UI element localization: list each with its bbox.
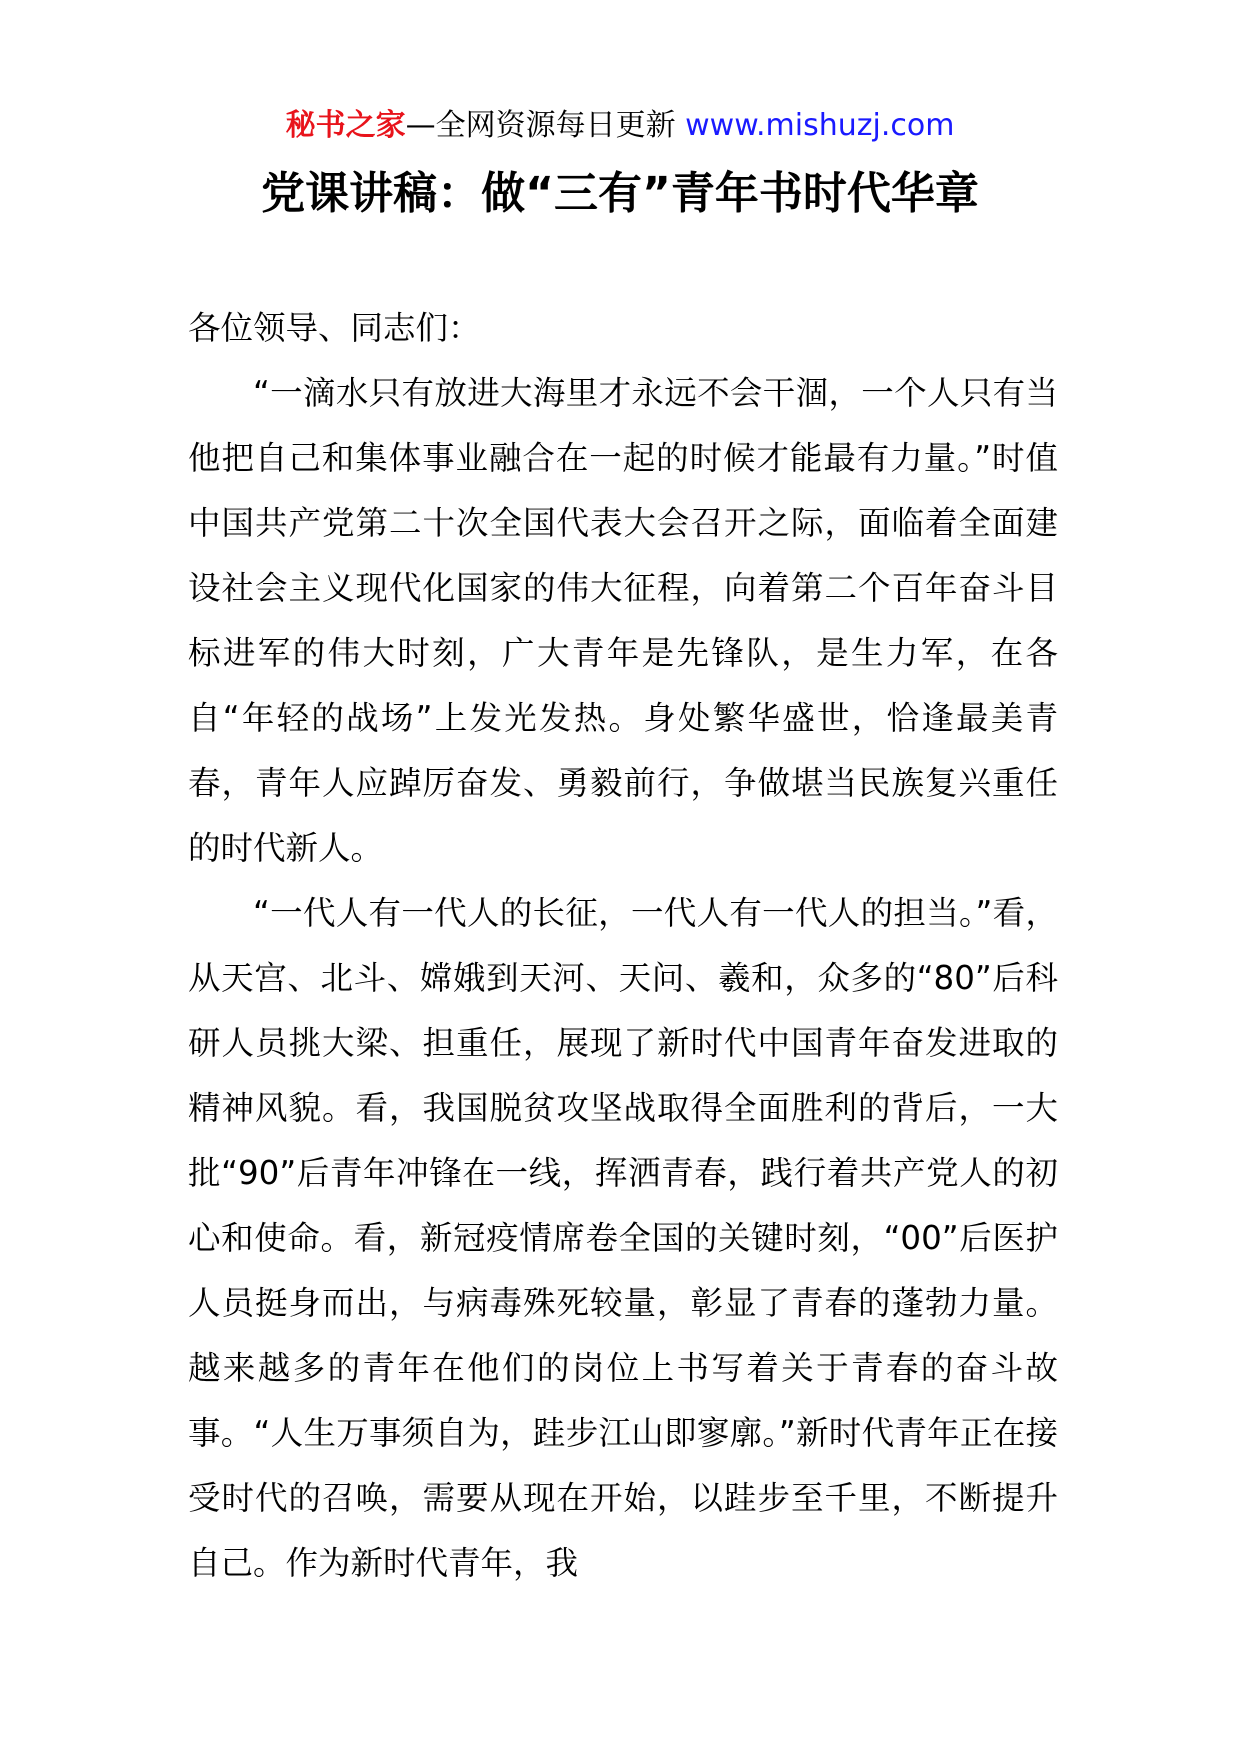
site-header [0,104,1240,148]
website-link[interactable]: www.mishuzj.com [685,108,955,143]
paragraph-1: “一滴水只有放进大海里才永远不会干涸，一个人只有当他把自己和集体事业融合在一起的时候才能最有力量。”时值中国共产党第二十次全国代表大会召开之际，面临着全面建设社会主义现代化国家的伟大征程，向着第二个百年奋斗目标进军的伟大时刻，广大青年是先锋队，是生力军，在各自“年轻的战场”上发光发热。身处繁华盛世，恰逢最美青春，青年人应踔厉奋发、勇毅前行，争做堪当民族复兴重任的时代新人。 [188,374,1058,867]
header-tagline: —全网资源每日更新 [405,108,686,143]
brand-name: 秘书之家 [285,108,406,143]
salutation: 各位领导、同志们： [188,309,481,347]
paragraph-2: “一代人有一代人的长征，一代人有一代人的担当。”看，从天宫、北斗、嫦娥到天河、天问、羲和，众多的“80”后科研人员挑大梁、担重任，展现了新时代中国青年奋发进取的精神风貌。看，我国脱贫攻坚战取得全面胜利的背后，一大批“90”后青年冲锋在一线，挥洒青春，践行着共产党人的初心和使命。看，新冠疫情席卷全国的关键时刻，“00”后医护人员挺身而出，与病毒殊死较量，彰显了青春的蓬勃力量。越来越多的青年在他们的岗位上书写着关于青春的奋斗故事。“人生万事须自为，跬步江山即寥廓。”新时代青年正在接受时代的召唤，需要从现在开始，以跬步至千里，不断提升自己。作为新时代青年，我 [188,894,1058,1582]
document-body [188,296,1058,1596]
document-title: 党课讲稿：做“三有”青年书时代华章 [261,168,979,219]
